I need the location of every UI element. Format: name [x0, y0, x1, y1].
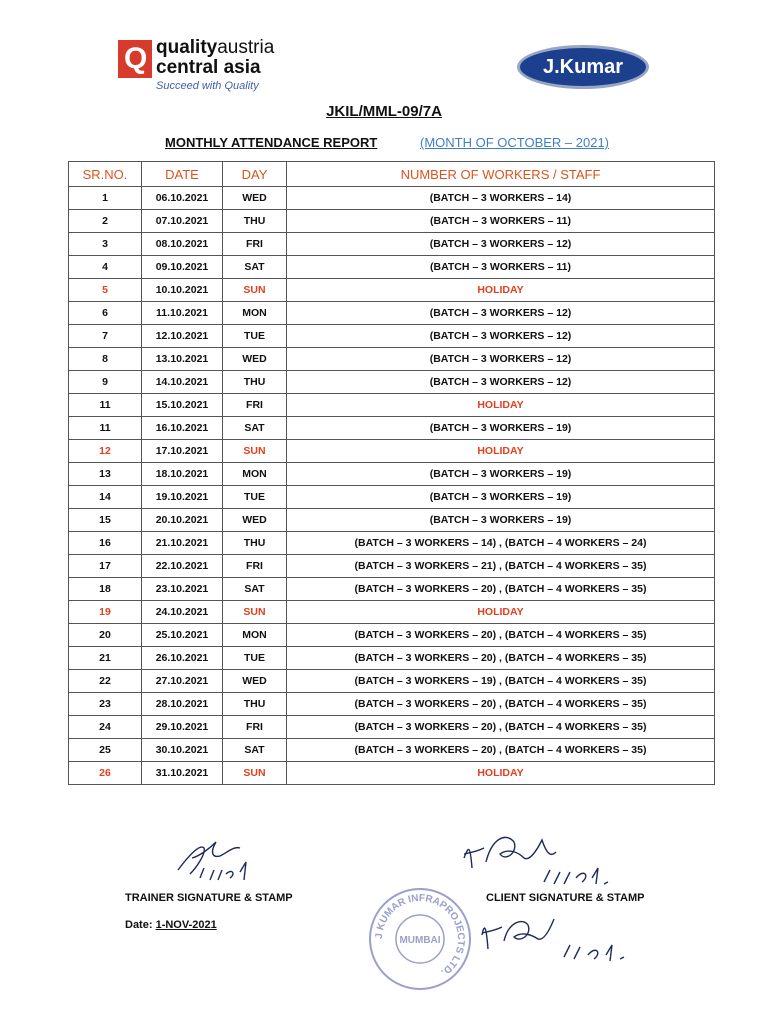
table-row	[69, 325, 715, 348]
table-row	[69, 601, 715, 624]
table-row	[69, 509, 715, 532]
table-row	[69, 693, 715, 716]
table-row	[69, 555, 715, 578]
cell-workers: (BATCH – 3 WORKERS – 12)	[287, 348, 715, 371]
cell-date: 13.10.2021	[142, 348, 223, 371]
cell-srno: 9	[69, 371, 142, 394]
cell-date: 20.10.2021	[142, 509, 223, 532]
column-header-workers: NUMBER OF WORKERS / STAFF	[287, 162, 715, 187]
cell-day: TUE	[223, 325, 287, 348]
cell-workers: (BATCH – 3 WORKERS – 20) , (BATCH – 4 WORKERS – 35)	[287, 693, 715, 716]
cell-date: 11.10.2021	[142, 302, 223, 325]
cell-date: 28.10.2021	[142, 693, 223, 716]
cell-srno: 22	[69, 670, 142, 693]
cell-srno: 12	[69, 440, 142, 463]
qa-brand-region: central asia	[156, 57, 261, 78]
cell-day: THU	[223, 532, 287, 555]
cell-day: SUN	[223, 440, 287, 463]
table-row	[69, 187, 715, 210]
cell-srno: 6	[69, 302, 142, 325]
cell-date: 17.10.2021	[142, 440, 223, 463]
column-header-day: DAY	[223, 162, 287, 187]
cell-day: SUN	[223, 279, 287, 302]
cell-workers: (BATCH – 3 WORKERS – 12)	[287, 371, 715, 394]
cell-workers: (BATCH – 3 WORKERS – 21) , (BATCH – 4 WORKERS – 35)	[287, 555, 715, 578]
cell-workers: (BATCH – 3 WORKERS – 14) , (BATCH – 4 WORKERS – 24)	[287, 532, 715, 555]
table-row	[69, 739, 715, 762]
table-row	[69, 302, 715, 325]
cell-workers: (BATCH – 3 WORKERS – 20) , (BATCH – 4 WORKERS – 35)	[287, 739, 715, 762]
cell-date: 10.10.2021	[142, 279, 223, 302]
attendance-table	[68, 161, 715, 785]
trainer-signature-label: TRAINER SIGNATURE & STAMP	[125, 892, 293, 904]
cell-day: FRI	[223, 394, 287, 417]
column-header-date: DATE	[142, 162, 223, 187]
cell-date: 12.10.2021	[142, 325, 223, 348]
company-stamp	[364, 883, 476, 995]
cell-srno: 24	[69, 716, 142, 739]
table-row	[69, 371, 715, 394]
cell-workers: (BATCH – 3 WORKERS – 20) , (BATCH – 4 WORKERS – 35)	[287, 578, 715, 601]
cell-workers: HOLIDAY	[287, 440, 715, 463]
cell-srno: 13	[69, 463, 142, 486]
cell-srno: 2	[69, 210, 142, 233]
cell-day: WED	[223, 509, 287, 532]
column-header-srno: SR.NO.	[69, 162, 142, 187]
table-row	[69, 647, 715, 670]
cell-day: FRI	[223, 716, 287, 739]
cell-day: TUE	[223, 647, 287, 670]
cell-day: SUN	[223, 762, 287, 785]
cell-day: MON	[223, 302, 287, 325]
table-row	[69, 762, 715, 785]
cell-date: 14.10.2021	[142, 371, 223, 394]
cell-workers: (BATCH – 3 WORKERS – 20) , (BATCH – 4 WORKERS – 35)	[287, 716, 715, 739]
jkumar-logo: J.Kumar	[517, 45, 649, 89]
table-row	[69, 716, 715, 739]
cell-srno: 18	[69, 578, 142, 601]
cell-workers: (BATCH – 3 WORKERS – 14)	[287, 187, 715, 210]
q-logo-icon: Q	[118, 40, 152, 78]
cell-day: WED	[223, 670, 287, 693]
table-row	[69, 233, 715, 256]
table-row	[69, 440, 715, 463]
cell-srno: 14	[69, 486, 142, 509]
cell-day: SAT	[223, 256, 287, 279]
cell-srno: 4	[69, 256, 142, 279]
cell-srno: 5	[69, 279, 142, 302]
cell-srno: 15	[69, 509, 142, 532]
qa-tagline: Succeed with Quality	[156, 80, 259, 92]
report-title: MONTHLY ATTENDANCE REPORT	[165, 135, 378, 150]
report-month: (MONTH OF OCTOBER – 2021)	[420, 135, 610, 150]
cell-date: 24.10.2021	[142, 601, 223, 624]
cell-srno: 21	[69, 647, 142, 670]
report-date: Date: 1-NOV-2021	[125, 919, 217, 931]
cell-srno: 23	[69, 693, 142, 716]
table-row	[69, 394, 715, 417]
table-row	[69, 578, 715, 601]
cell-workers: (BATCH – 3 WORKERS – 11)	[287, 256, 715, 279]
cell-workers: HOLIDAY	[287, 279, 715, 302]
cell-day: WED	[223, 187, 287, 210]
cell-date: 16.10.2021	[142, 417, 223, 440]
cell-day: SAT	[223, 417, 287, 440]
cell-date: 29.10.2021	[142, 716, 223, 739]
cell-workers: (BATCH – 3 WORKERS – 12)	[287, 302, 715, 325]
cell-day: SUN	[223, 601, 287, 624]
cell-date: 30.10.2021	[142, 739, 223, 762]
cell-date: 25.10.2021	[142, 624, 223, 647]
cell-srno: 17	[69, 555, 142, 578]
cell-date: 15.10.2021	[142, 394, 223, 417]
cell-srno: 19	[69, 601, 142, 624]
attendance-table-body	[69, 187, 715, 785]
cell-date: 08.10.2021	[142, 233, 223, 256]
cell-workers: (BATCH – 3 WORKERS – 19)	[287, 509, 715, 532]
cell-workers: HOLIDAY	[287, 394, 715, 417]
cell-date: 22.10.2021	[142, 555, 223, 578]
cell-srno: 11	[69, 417, 142, 440]
cell-day: MON	[223, 624, 287, 647]
table-row	[69, 256, 715, 279]
cell-srno: 3	[69, 233, 142, 256]
table-row	[69, 532, 715, 555]
client-signature	[458, 818, 628, 898]
cell-date: 09.10.2021	[142, 256, 223, 279]
table-row	[69, 486, 715, 509]
client-second-signature	[478, 905, 648, 975]
cell-workers: HOLIDAY	[287, 601, 715, 624]
document-code: JKIL/MML-09/7A	[326, 103, 442, 120]
cell-srno: 8	[69, 348, 142, 371]
stamp-text: J KUMAR INFRAPROJECTS LTD.	[373, 892, 467, 978]
cell-workers: (BATCH – 3 WORKERS – 11)	[287, 210, 715, 233]
cell-srno: 7	[69, 325, 142, 348]
cell-srno: 1	[69, 187, 142, 210]
table-row	[69, 463, 715, 486]
cell-srno: 20	[69, 624, 142, 647]
cell-workers: (BATCH – 3 WORKERS – 20) , (BATCH – 4 WORKERS – 35)	[287, 624, 715, 647]
cell-workers: (BATCH – 3 WORKERS – 19) , (BATCH – 4 WORKERS – 35)	[287, 670, 715, 693]
cell-date: 31.10.2021	[142, 762, 223, 785]
cell-srno: 26	[69, 762, 142, 785]
cell-day: WED	[223, 348, 287, 371]
cell-date: 06.10.2021	[142, 187, 223, 210]
cell-date: 21.10.2021	[142, 532, 223, 555]
quality-austria-logo	[118, 38, 318, 98]
table-row	[69, 210, 715, 233]
cell-workers: (BATCH – 3 WORKERS – 19)	[287, 417, 715, 440]
cell-day: THU	[223, 210, 287, 233]
cell-srno: 25	[69, 739, 142, 762]
cell-day: FRI	[223, 233, 287, 256]
stamp-city: MUMBAI	[399, 935, 441, 946]
cell-workers: (BATCH – 3 WORKERS – 20) , (BATCH – 4 WORKERS – 35)	[287, 647, 715, 670]
cell-srno: 11	[69, 394, 142, 417]
cell-date: 18.10.2021	[142, 463, 223, 486]
trainer-signature	[170, 834, 280, 886]
table-row	[69, 279, 715, 302]
cell-day: THU	[223, 371, 287, 394]
table-header-row	[69, 162, 715, 187]
cell-workers: (BATCH – 3 WORKERS – 12)	[287, 325, 715, 348]
table-row	[69, 348, 715, 371]
cell-day: MON	[223, 463, 287, 486]
table-row	[69, 670, 715, 693]
cell-day: SAT	[223, 578, 287, 601]
cell-srno: 16	[69, 532, 142, 555]
table-row	[69, 624, 715, 647]
table-row	[69, 417, 715, 440]
cell-day: THU	[223, 693, 287, 716]
cell-workers: (BATCH – 3 WORKERS – 12)	[287, 233, 715, 256]
qa-brand-name: qualityaustria	[156, 37, 275, 58]
cell-workers: HOLIDAY	[287, 762, 715, 785]
cell-day: SAT	[223, 739, 287, 762]
cell-date: 07.10.2021	[142, 210, 223, 233]
cell-date: 26.10.2021	[142, 647, 223, 670]
client-signature-label: CLIENT SIGNATURE & STAMP	[486, 892, 645, 904]
cell-day: TUE	[223, 486, 287, 509]
cell-workers: (BATCH – 3 WORKERS – 19)	[287, 463, 715, 486]
cell-workers: (BATCH – 3 WORKERS – 19)	[287, 486, 715, 509]
cell-date: 27.10.2021	[142, 670, 223, 693]
cell-date: 19.10.2021	[142, 486, 223, 509]
cell-date: 23.10.2021	[142, 578, 223, 601]
cell-day: FRI	[223, 555, 287, 578]
